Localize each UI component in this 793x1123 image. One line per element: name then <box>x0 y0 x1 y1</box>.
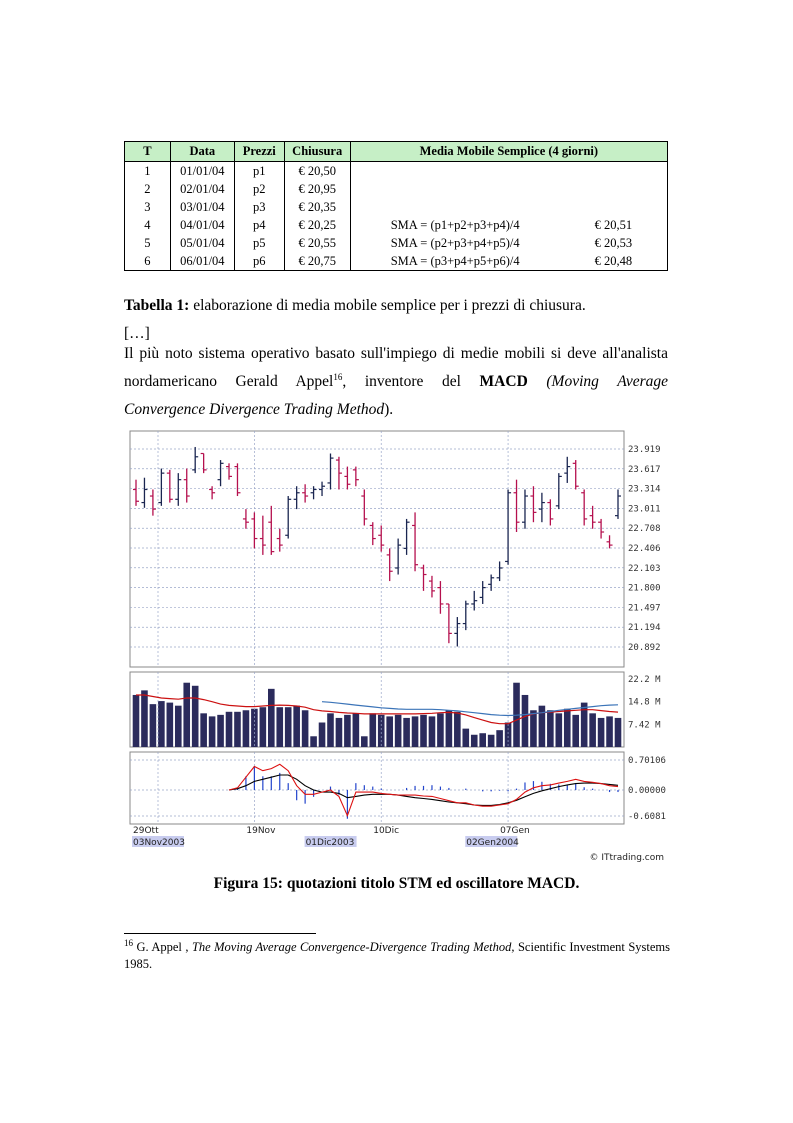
volume-bar <box>598 718 605 747</box>
cell-data: 04/01/04 <box>170 216 234 234</box>
volume-panel <box>130 672 661 747</box>
cell-prezzo: p1 <box>234 162 284 181</box>
date-tick-label: 07Gen <box>500 826 530 836</box>
ellipsis: […] <box>124 325 150 342</box>
volume-bar <box>488 735 495 747</box>
volume-bar <box>479 733 486 747</box>
table-row <box>125 198 668 216</box>
cell-sma: € 20,48 <box>594 253 633 268</box>
stm-macd-chart <box>124 427 672 865</box>
table-row <box>125 252 668 271</box>
cell-prezzo: p4 <box>234 216 284 234</box>
volume-bar <box>150 704 157 747</box>
volume-bar <box>420 715 427 747</box>
volume-bar <box>302 710 309 747</box>
header-data: Data <box>170 142 234 162</box>
macd-tick-label: 0.00000 <box>628 785 666 796</box>
paragraph-text-e: ). <box>384 401 394 418</box>
volume-bar <box>556 713 563 747</box>
volume-bar <box>505 723 512 747</box>
volume-bar <box>327 713 334 747</box>
date-tick-label: 29Ott <box>133 826 159 836</box>
volume-bar <box>260 707 267 747</box>
volume-bar <box>429 716 436 747</box>
cell-prezzo: p3 <box>234 198 284 216</box>
macd-tick-label: 0.70106 <box>628 756 666 766</box>
cell-t: 6 <box>125 252 171 271</box>
volume-bar <box>344 715 351 747</box>
footnote-title: The Moving Average Convergence-Divergence Trading Method, <box>191 940 515 954</box>
volume-bar <box>547 710 554 747</box>
volume-bar <box>293 706 300 747</box>
table-header-row <box>125 142 668 162</box>
cell-chiusura: € 20,95 <box>284 180 350 198</box>
cell-chiusura: € 20,75 <box>284 252 350 271</box>
volume-bar <box>361 736 368 747</box>
header-prezzi: Prezzi <box>234 142 284 162</box>
price-tick-label: 22.103 <box>628 563 661 574</box>
cell-t: 3 <box>125 198 171 216</box>
table-caption-label: Tabella 1: <box>124 297 190 314</box>
cell-sma: € 20,53 <box>594 235 633 250</box>
volume-bar <box>285 707 292 747</box>
table-row <box>125 234 668 252</box>
volume-bar <box>192 686 199 747</box>
volume-bar <box>412 716 419 747</box>
cell-chiusura: € 20,25 <box>284 216 350 234</box>
price-tick-label: 21.194 <box>628 623 661 634</box>
macd-term: MACD <box>479 373 528 390</box>
macd-tick-label: -0.6081 <box>628 812 666 822</box>
figure-caption: Figura 15: quotazioni titolo STM ed oscillatore MACD. <box>213 875 580 892</box>
volume-bar <box>454 712 461 747</box>
header-sma: Media Mobile Semplice (4 giorni) <box>350 142 667 162</box>
volume-bar <box>226 712 233 747</box>
header-chiusura: Chiusura <box>284 142 350 162</box>
price-tick-label: 23.919 <box>628 445 661 455</box>
cell-data: 05/01/04 <box>170 234 234 252</box>
volume-bar <box>378 715 385 747</box>
price-tick-label: 22.406 <box>628 543 661 554</box>
volume-bar <box>158 701 165 747</box>
cell-prezzo: p2 <box>234 180 284 198</box>
volume-bar <box>141 690 148 747</box>
price-tick-label: 20.892 <box>628 643 661 653</box>
cell-sma <box>560 162 668 181</box>
header-t: T <box>125 142 171 162</box>
price-tick-label: 21.497 <box>628 603 661 614</box>
volume-bar <box>217 715 224 747</box>
price-tick-label: 21.800 <box>628 583 661 594</box>
cell-chiusura: € 20,55 <box>284 234 350 252</box>
highlight-date-label: 02Gen2004 <box>466 838 519 848</box>
cell-sma: € 20,51 <box>594 217 633 232</box>
date-tick-label: 10Dic <box>373 826 400 836</box>
paragraph-line-1: Il più noto sistema operativo basato sull'impiego di medie mobili si deve all'analista <box>124 345 668 362</box>
cell-data: 02/01/04 <box>170 180 234 198</box>
table-row <box>125 180 668 198</box>
volume-bar <box>572 715 579 747</box>
paragraph-text-d: Convergence Divergence Trading Method <box>124 401 385 418</box>
volume-bar <box>369 713 376 747</box>
volume-bar <box>386 716 393 747</box>
volume-bar <box>471 735 478 747</box>
macd-panel <box>130 752 666 824</box>
volume-bar <box>606 716 613 747</box>
cell-formula <box>350 162 560 181</box>
table-row <box>125 216 668 234</box>
cell-formula: SMA = (p1+p2+p3+p4)/4 <box>350 216 560 234</box>
date-tick-label: 19Nov <box>246 826 276 836</box>
cell-data: 06/01/04 <box>170 252 234 271</box>
volume-bar <box>615 718 622 747</box>
volume-bar <box>209 716 216 747</box>
volume-bar <box>522 695 529 747</box>
watermark: © ITtrading.com <box>589 853 664 863</box>
volume-bar <box>496 730 503 747</box>
cell-t: 5 <box>125 234 171 252</box>
volume-bar <box>200 713 207 747</box>
volume-bar <box>437 713 444 747</box>
footnote-rest: Scientific Investment Systems 1985. <box>124 940 670 971</box>
cell-formula: SMA = (p2+p3+p4+p5)/4 <box>350 234 560 252</box>
volume-bar <box>183 683 190 747</box>
footnote-number: 16 <box>124 937 133 948</box>
volume-tick-label: 14.8 M <box>628 697 661 708</box>
volume-bar <box>446 710 453 747</box>
price-tick-label: 23.617 <box>628 464 661 475</box>
price-panel <box>130 431 661 667</box>
volume-bar <box>167 703 174 747</box>
paragraph-line-3 <box>124 396 668 424</box>
paragraph-text-b: , inventore del <box>342 373 480 390</box>
volume-bar <box>175 706 182 747</box>
volume-bar <box>310 736 317 747</box>
volume-tick-label: 22.2 M <box>628 675 661 686</box>
cell-t: 4 <box>125 216 171 234</box>
volume-bar <box>564 709 571 747</box>
footnote-author: G. Appel , <box>133 940 192 954</box>
volume-bar <box>353 713 360 747</box>
cell-formula: SMA = (p3+p4+p5+p6)/4 <box>350 252 560 271</box>
volume-bar <box>243 710 250 747</box>
volume-bar <box>589 713 596 747</box>
cell-t: 1 <box>125 162 171 181</box>
highlight-date-label: 03Nov2003 <box>133 838 185 848</box>
cell-prezzo: p6 <box>234 252 284 271</box>
volume-bar <box>234 712 241 747</box>
highlight-date-label: 01Dic2003 <box>305 838 355 848</box>
table-caption <box>124 297 586 315</box>
volume-tick-label: 7.42 M <box>628 720 661 731</box>
cell-formula <box>350 180 560 198</box>
paragraph-line-2 <box>124 368 668 396</box>
cell-prezzo: p5 <box>234 234 284 252</box>
footnote-ref[interactable]: 16 <box>333 371 343 382</box>
volume-bar <box>336 718 343 747</box>
volume-bar <box>133 695 140 747</box>
volume-bar <box>530 710 537 747</box>
volume-bar <box>268 689 275 747</box>
paragraph-text-a: nordamericano Gerald Appel <box>124 373 334 390</box>
price-tick-label: 23.314 <box>628 484 661 495</box>
cell-sma <box>560 198 668 216</box>
cell-formula <box>350 198 560 216</box>
paragraph-text-c: (Moving Average <box>527 373 668 390</box>
table-row <box>125 162 668 181</box>
cell-data: 01/01/04 <box>170 162 234 181</box>
cell-data: 03/01/04 <box>170 198 234 216</box>
volume-bar <box>395 715 402 747</box>
footnote-divider <box>124 933 316 934</box>
date-axis <box>132 826 530 848</box>
cell-chiusura: € 20,35 <box>284 198 350 216</box>
price-tick-label: 23.011 <box>628 504 661 515</box>
sma-table <box>124 141 668 271</box>
table-body <box>125 162 668 271</box>
footnote <box>124 939 670 973</box>
volume-bar <box>462 729 469 747</box>
table-caption-text: elaborazione di media mobile semplice per i prezzi di chiusura. <box>189 297 586 314</box>
cell-sma <box>560 180 668 198</box>
cell-chiusura: € 20,50 <box>284 162 350 181</box>
volume-bar <box>276 707 283 747</box>
price-tick-label: 22.708 <box>628 524 661 535</box>
volume-bar <box>319 723 326 747</box>
cell-t: 2 <box>125 180 171 198</box>
volume-bar <box>403 718 410 747</box>
